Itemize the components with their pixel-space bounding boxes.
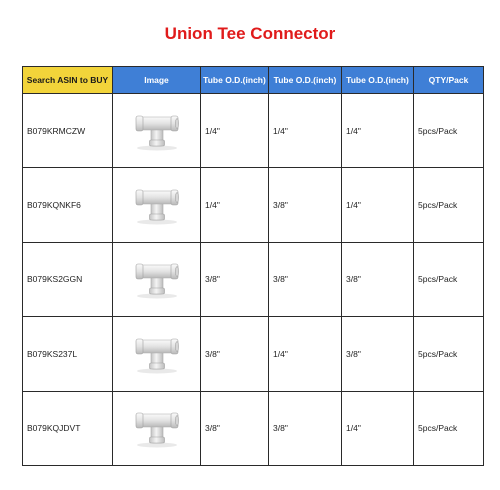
tube-od-1-cell: 3/8" <box>201 391 269 465</box>
header-qty-pack: QTY/Pack <box>414 67 484 94</box>
table-row <box>23 94 484 168</box>
qty-pack-cell: 5pcs/Pack <box>414 317 484 391</box>
tube-od-3-cell: 1/4" <box>342 94 414 168</box>
asin-cell: B079KS237L <box>23 317 113 391</box>
table-row <box>23 242 484 316</box>
image-cell <box>113 391 201 465</box>
tube-od-1-cell: 3/8" <box>201 317 269 391</box>
tube-od-3-cell: 1/4" <box>342 168 414 242</box>
tube-od-1-cell: 3/8" <box>201 242 269 316</box>
header-tube-od-1: Tube O.D.(inch) <box>201 67 269 94</box>
image-cell <box>113 317 201 391</box>
tube-od-3-cell: 3/8" <box>342 317 414 391</box>
tube-od-2-cell: 3/8" <box>269 391 342 465</box>
header-tube-od-3: Tube O.D.(inch) <box>342 67 414 94</box>
product-table <box>22 66 484 466</box>
page-title: Union Tee Connector <box>164 24 336 43</box>
image-cell <box>113 94 201 168</box>
qty-pack-cell: 5pcs/Pack <box>414 168 484 242</box>
tube-od-3-cell: 3/8" <box>342 242 414 316</box>
tube-od-3-cell: 1/4" <box>342 391 414 465</box>
table-row <box>23 168 484 242</box>
table-row <box>23 317 484 391</box>
table-row <box>23 391 484 465</box>
asin-cell: B079KRMCZW <box>23 94 113 168</box>
header-image: Image <box>113 67 201 94</box>
tube-od-1-cell: 1/4" <box>201 168 269 242</box>
tee-connector-icon <box>132 185 182 225</box>
qty-pack-cell: 5pcs/Pack <box>414 242 484 316</box>
table-header-row <box>23 67 484 94</box>
asin-cell: B079KQNKF6 <box>23 168 113 242</box>
tube-od-2-cell: 3/8" <box>269 242 342 316</box>
tee-connector-icon <box>132 259 182 299</box>
header-tube-od-2: Tube O.D.(inch) <box>269 67 342 94</box>
tube-od-2-cell: 3/8" <box>269 168 342 242</box>
tube-od-2-cell: 1/4" <box>269 94 342 168</box>
header-asin: Search ASIN to BUY <box>23 67 113 94</box>
tube-od-1-cell: 1/4" <box>201 94 269 168</box>
tee-connector-icon <box>132 408 182 448</box>
tee-connector-icon <box>132 334 182 374</box>
asin-cell: B079KQJDVT <box>23 391 113 465</box>
tube-od-2-cell: 1/4" <box>269 317 342 391</box>
image-cell <box>113 168 201 242</box>
asin-cell: B079KS2GGN <box>23 242 113 316</box>
tee-connector-icon <box>132 111 182 151</box>
qty-pack-cell: 5pcs/Pack <box>414 391 484 465</box>
qty-pack-cell: 5pcs/Pack <box>414 94 484 168</box>
image-cell <box>113 242 201 316</box>
